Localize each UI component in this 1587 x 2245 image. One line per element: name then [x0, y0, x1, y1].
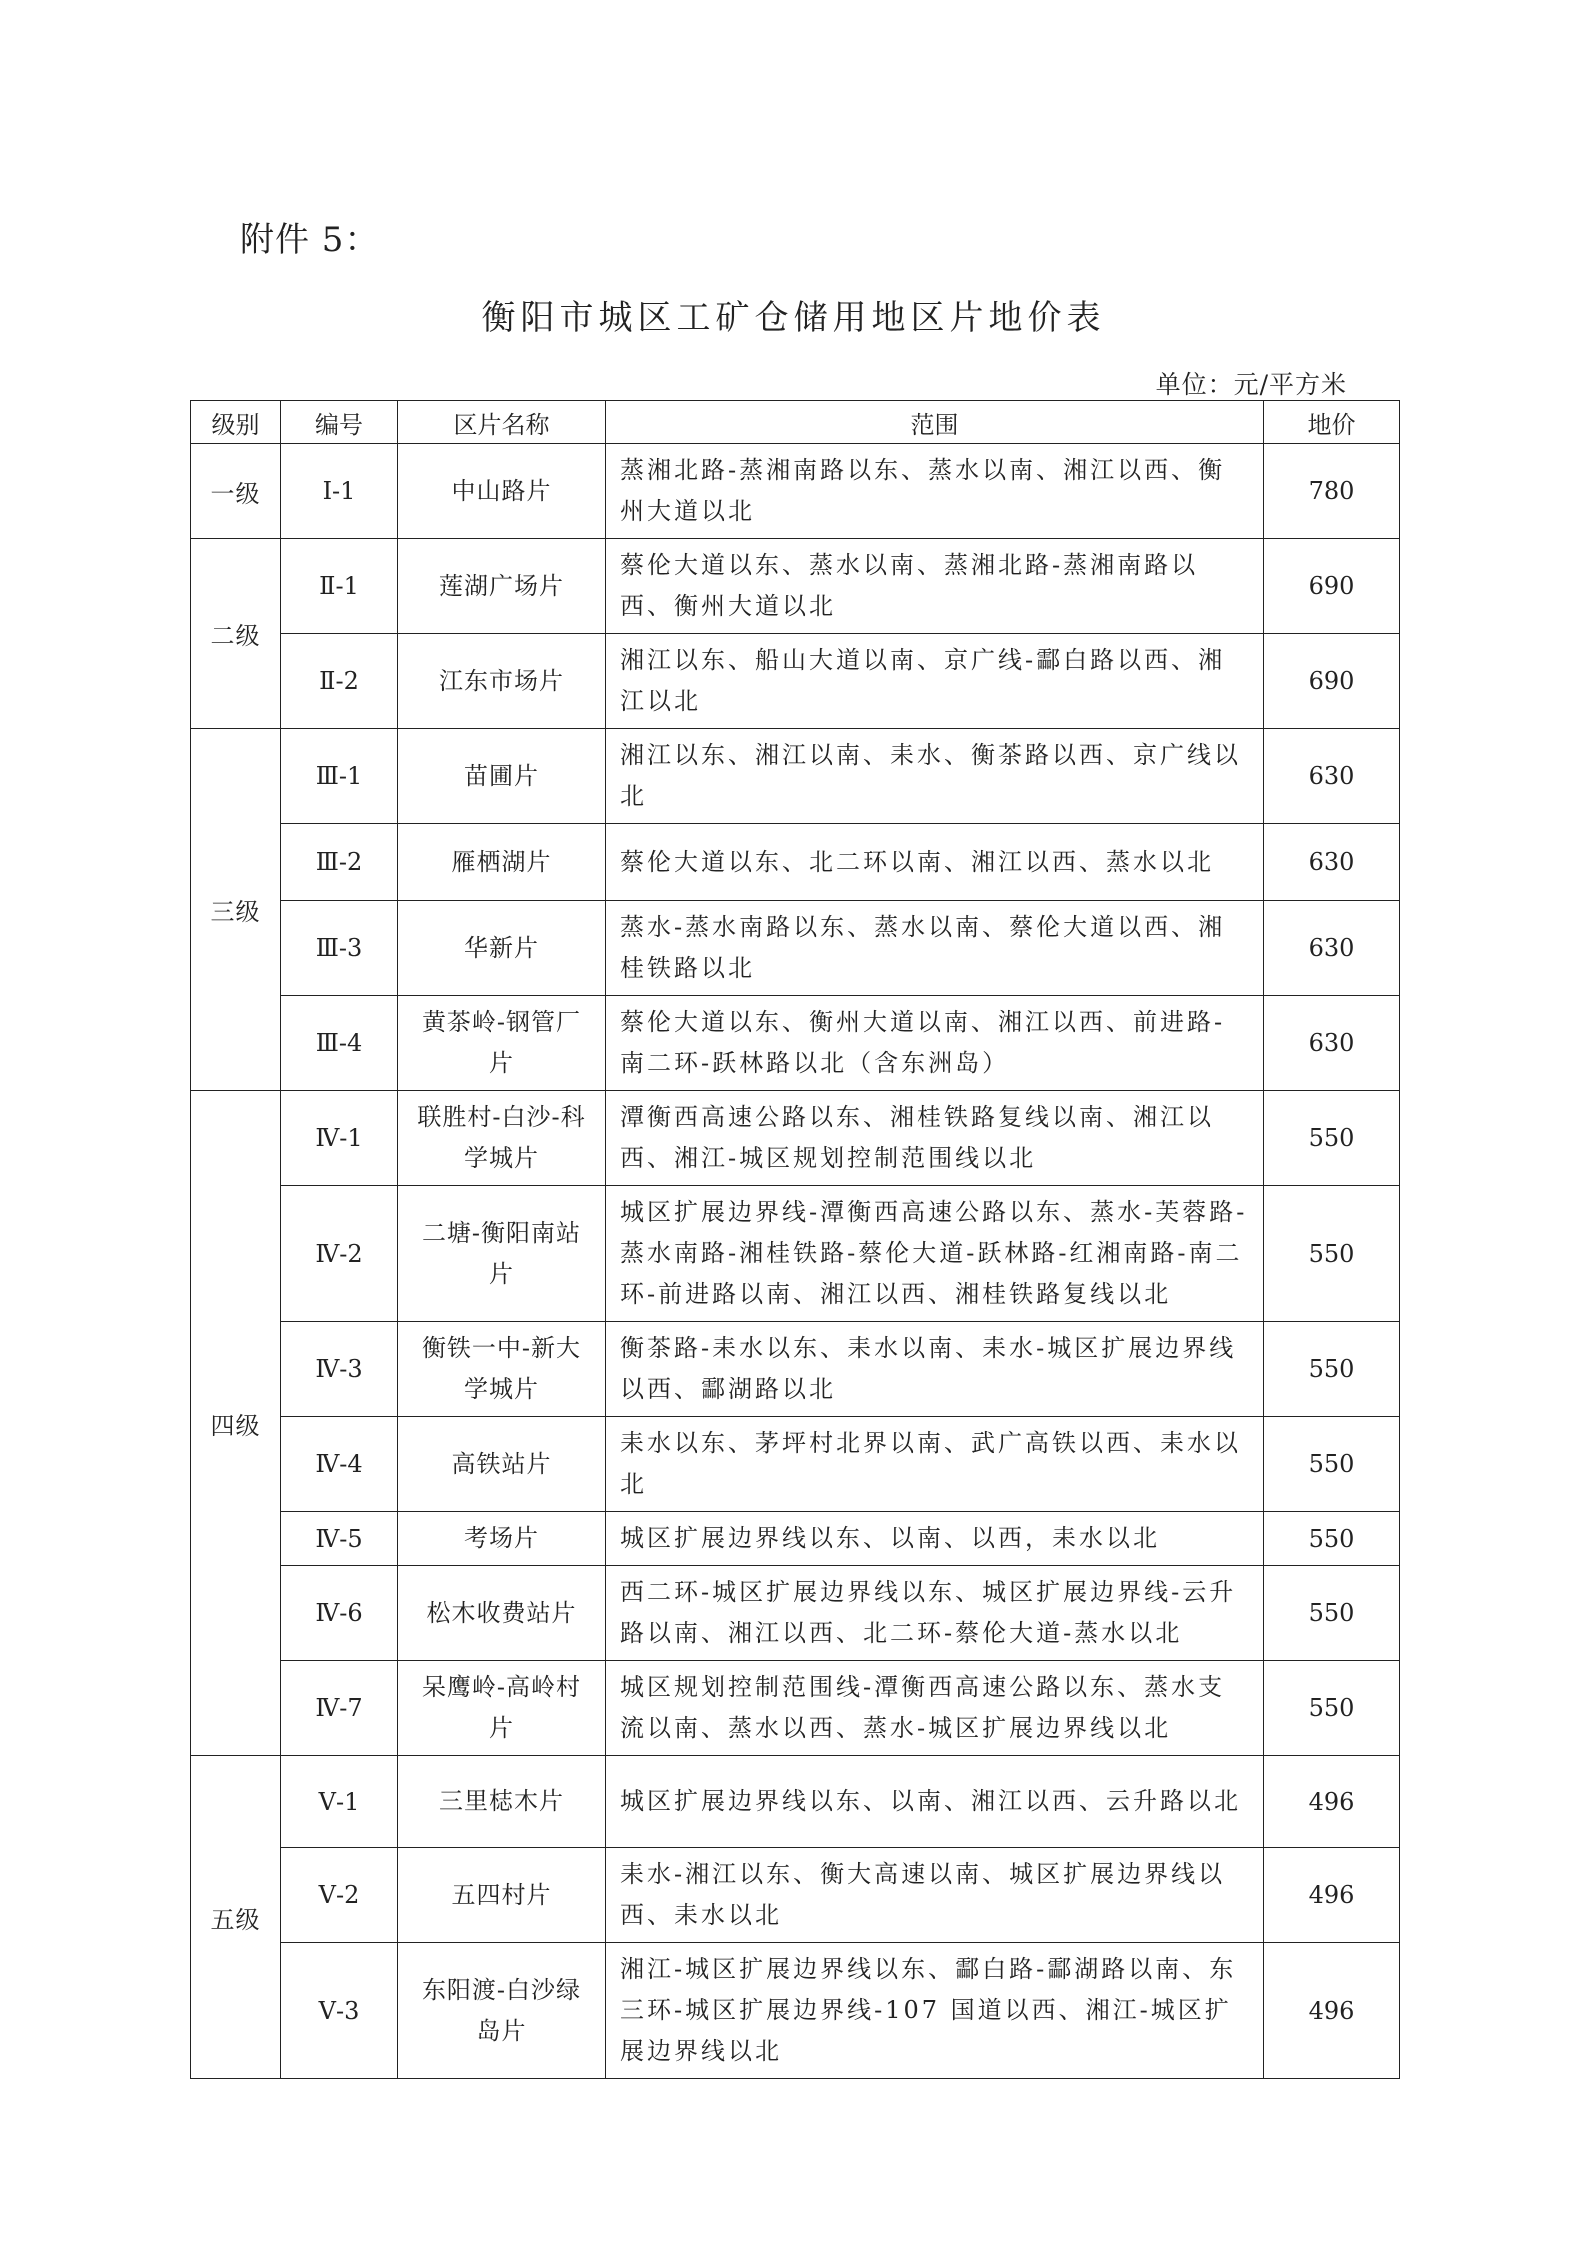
- header-price: 地价: [1264, 401, 1400, 444]
- code-cell: Ⅳ-2: [281, 1186, 398, 1322]
- scope-cell: 西二环-城区扩展边界线以东、城区扩展边界线-云升路以南、湘江以西、北二环-蔡伦大道-蒸水以北: [606, 1566, 1264, 1661]
- table-row: [191, 1417, 1400, 1512]
- scope-cell: 衡茶路-耒水以东、耒水以南、耒水-城区扩展边界线以西、酃湖路以北: [606, 1322, 1264, 1417]
- table-row: [191, 539, 1400, 634]
- code-cell: Ⅴ-1: [281, 1756, 398, 1848]
- price-cell: 550: [1264, 1091, 1400, 1186]
- scope-cell: 城区扩展边界线-潭衡西高速公路以东、蒸水-芙蓉路-蒸水南路-湘桂铁路-蔡伦大道-跃林路-红湘南路-南二环-前进路以南、湘江以西、湘桂铁路复线以北: [606, 1186, 1264, 1322]
- area-name-cell: 苗圃片: [398, 729, 606, 824]
- scope-cell: 湘江以东、船山大道以南、京广线-酃白路以西、湘江以北: [606, 634, 1264, 729]
- price-cell: 496: [1264, 1848, 1400, 1943]
- price-cell: 550: [1264, 1566, 1400, 1661]
- header-code: 编号: [281, 401, 398, 444]
- scope-cell: 蔡伦大道以东、蒸水以南、蒸湘北路-蒸湘南路以西、衡州大道以北: [606, 539, 1264, 634]
- code-cell: Ⅰ-1: [281, 444, 398, 539]
- area-name-cell: 二塘-衡阳南站片: [398, 1186, 606, 1322]
- code-cell: Ⅲ-2: [281, 824, 398, 901]
- table-row: [191, 901, 1400, 996]
- area-name-cell: 考场片: [398, 1512, 606, 1566]
- scope-cell: 城区规划控制范围线-潭衡西高速公路以东、蒸水支流以南、蒸水以西、蒸水-城区扩展边界线以北: [606, 1661, 1264, 1756]
- price-cell: 550: [1264, 1186, 1400, 1322]
- price-cell: 630: [1264, 729, 1400, 824]
- price-cell: 550: [1264, 1661, 1400, 1756]
- header-grade: 级别: [191, 401, 281, 444]
- area-name-cell: 江东市场片: [398, 634, 606, 729]
- area-name-cell: 雁栖湖片: [398, 824, 606, 901]
- code-cell: Ⅳ-6: [281, 1566, 398, 1661]
- scope-cell: 城区扩展边界线以东、以南、湘江以西、云升路以北: [606, 1756, 1264, 1848]
- table-row: [191, 1848, 1400, 1943]
- header-name: 区片名称: [398, 401, 606, 444]
- code-cell: Ⅱ-2: [281, 634, 398, 729]
- header-row: [191, 401, 1400, 444]
- scope-cell: 城区扩展边界线以东、以南、以西，耒水以北: [606, 1512, 1264, 1566]
- code-cell: Ⅳ-4: [281, 1417, 398, 1512]
- code-cell: Ⅳ-1: [281, 1091, 398, 1186]
- price-cell: 550: [1264, 1322, 1400, 1417]
- scope-cell: 蔡伦大道以东、衡州大道以南、湘江以西、前进路-南二环-跃林路以北（含东洲岛）: [606, 996, 1264, 1091]
- table-row: [191, 729, 1400, 824]
- code-cell: Ⅴ-3: [281, 1943, 398, 2079]
- area-name-cell: 松木收费站片: [398, 1566, 606, 1661]
- scope-cell: 蒸水-蒸水南路以东、蒸水以南、蔡伦大道以西、湘桂铁路以北: [606, 901, 1264, 996]
- price-cell: 496: [1264, 1756, 1400, 1848]
- scope-cell: 湘江以东、湘江以南、耒水、衡茶路以西、京广线以北: [606, 729, 1264, 824]
- table-row: [191, 1512, 1400, 1566]
- area-name-cell: 衡铁一中-新大学城片: [398, 1322, 606, 1417]
- grade-cell: 五级: [191, 1756, 281, 2079]
- area-name-cell: 中山路片: [398, 444, 606, 539]
- grade-cell: 一级: [191, 444, 281, 539]
- price-cell: 550: [1264, 1417, 1400, 1512]
- table-row: [191, 1091, 1400, 1186]
- table-row: [191, 1322, 1400, 1417]
- price-cell: 630: [1264, 824, 1400, 901]
- code-cell: Ⅴ-2: [281, 1848, 398, 1943]
- price-cell: 630: [1264, 901, 1400, 996]
- code-cell: Ⅳ-5: [281, 1512, 398, 1566]
- scope-cell: 湘江-城区扩展边界线以东、酃白路-酃湖路以南、东三环-城区扩展边界线-107 国道以西、湘江-城区扩展边界线以北: [606, 1943, 1264, 2079]
- unit-label: 单位：元/平方米: [1155, 370, 1347, 399]
- area-name-cell: 莲湖广场片: [398, 539, 606, 634]
- code-cell: Ⅲ-3: [281, 901, 398, 996]
- grade-cell: 三级: [191, 729, 281, 1091]
- table-row: [191, 996, 1400, 1091]
- table-row: [191, 1566, 1400, 1661]
- code-cell: Ⅲ-1: [281, 729, 398, 824]
- area-name-cell: 三里梽木片: [398, 1756, 606, 1848]
- area-name-cell: 高铁站片: [398, 1417, 606, 1512]
- code-cell: Ⅳ-3: [281, 1322, 398, 1417]
- area-name-cell: 黄茶岭-钢管厂片: [398, 996, 606, 1091]
- area-name-cell: 东阳渡-白沙绿岛片: [398, 1943, 606, 2079]
- code-cell: Ⅱ-1: [281, 539, 398, 634]
- table-row: [191, 1943, 1400, 2079]
- scope-cell: 潭衡西高速公路以东、湘桂铁路复线以南、湘江以西、湘江-城区规划控制范围线以北: [606, 1091, 1264, 1186]
- attachment-label: 附件 5：: [240, 220, 380, 260]
- scope-cell: 蔡伦大道以东、北二环以南、湘江以西、蒸水以北: [606, 824, 1264, 901]
- table-row: [191, 444, 1400, 539]
- area-name-cell: 五四村片: [398, 1848, 606, 1943]
- table-body: [191, 444, 1400, 2079]
- price-cell: 496: [1264, 1943, 1400, 2079]
- table-header: [191, 401, 1400, 444]
- table-row: [191, 1661, 1400, 1756]
- page-title: 衡阳市城区工矿仓储用地区片地价表: [481, 298, 1106, 338]
- header-scope: 范围: [606, 401, 1264, 444]
- area-name-cell: 联胜村-白沙-科学城片: [398, 1091, 606, 1186]
- code-cell: Ⅳ-7: [281, 1661, 398, 1756]
- scope-cell: 耒水以东、茅坪村北界以南、武广高铁以西、耒水以北: [606, 1417, 1264, 1512]
- price-cell: 690: [1264, 539, 1400, 634]
- price-cell: 550: [1264, 1512, 1400, 1566]
- table-row: [191, 634, 1400, 729]
- code-cell: Ⅲ-4: [281, 996, 398, 1091]
- table-row: [191, 1186, 1400, 1322]
- grade-cell: 四级: [191, 1091, 281, 1756]
- grade-cell: 二级: [191, 539, 281, 729]
- price-cell: 630: [1264, 996, 1400, 1091]
- price-cell: 690: [1264, 634, 1400, 729]
- area-name-cell: 呆鹰岭-高岭村片: [398, 1661, 606, 1756]
- land-price-table: [190, 400, 1400, 2079]
- scope-cell: 耒水-湘江以东、衡大高速以南、城区扩展边界线以西、耒水以北: [606, 1848, 1264, 1943]
- table-row: [191, 1756, 1400, 1848]
- price-cell: 780: [1264, 444, 1400, 539]
- table-row: [191, 824, 1400, 901]
- area-name-cell: 华新片: [398, 901, 606, 996]
- scope-cell: 蒸湘北路-蒸湘南路以东、蒸水以南、湘江以西、衡州大道以北: [606, 444, 1264, 539]
